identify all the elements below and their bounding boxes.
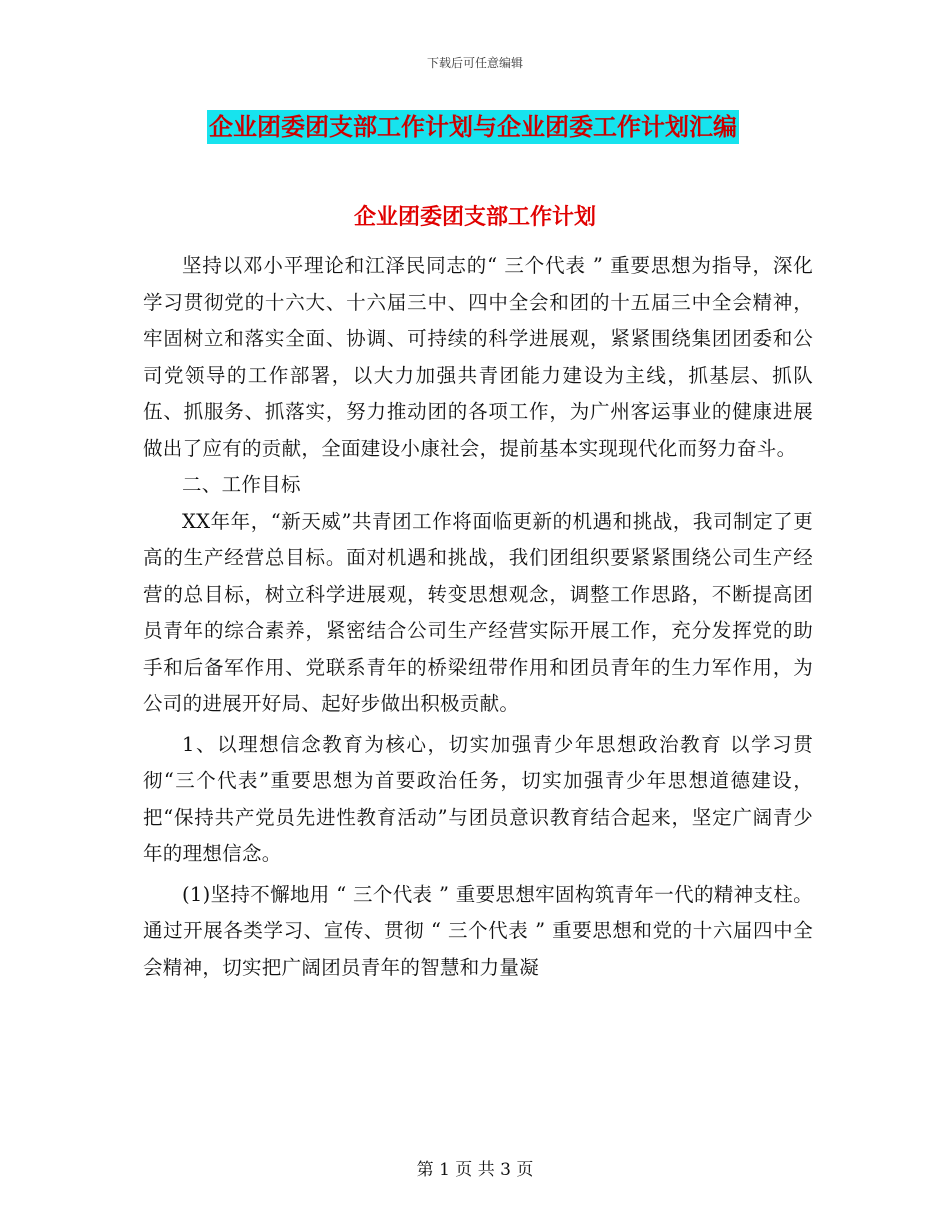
header-note: 下载后可任意编辑 (426, 56, 523, 70)
heading-work-goals: 二、工作目标 (182, 473, 301, 496)
section-title: 企业团委团支部工作计划 (353, 204, 596, 230)
paragraph-item-1: 1、以理想信念教育为核心，切实加强青少年思想政治教育 以学习贯彻“三个代表”重要思想为首要政治任务，切实加强青少年思想道德建设，把“保持共产党员先进性教育活动”与团员意识教育结合起来，坚定广阔青少年的理想信念。 (143, 732, 813, 865)
page-footer: 第 1 页 共 3 页 (416, 1160, 534, 1180)
paragraph-work-goals: XX年年，“新天威”共青团工作将面临更新的机遇和挑战，我司制定了更高的生产经营总目标。面对机遇和挑战，我们团组织要紧紧围绕公司生产经营的总目标，树立科学进展观，转变思想观念，调整工作思路，不断提高团员青年的综合素养，紧密结合公司生产经营实际开展工作，充分发挥党的助手和后备军作用、党联系青年的桥梁纽带作用和团员青年的生力军作用，为公司的进展开好局、起好步做出积极贡献。 (143, 509, 813, 715)
document-body (143, 248, 813, 986)
paragraph-subitem-1: (1)坚持不懈地用 “ 三个代表 ” 重要思想牢固构筑青年一代的精神支柱。通过开展各类学习、宣传、贯彻 “ 三个代表 ” 重要思想和党的十六届四中全会精神，切实把广阔团员青年的智慧和力量凝 (143, 882, 813, 979)
document-main-title: 企业团委团支部工作计划与企业团委工作计划汇编 (207, 110, 739, 144)
paragraph-guiding-ideology: 坚持以邓小平理论和江泽民同志的“ 三个代表 ” 重要思想为指导，深化学习贯彻党的十六大、十六届三中、四中全会和团的十五届三中全会精神，牢固树立和落实全面、协调、可持续的科学进展观，紧紧围绕集团团委和公司党领导的工作部署，以大力加强共青团能力建设为主线，抓基层、抓队伍、抓服务、抓落实，努力推动团的各项工作，为广州客运事业的健康进展做出了应有的贡献，全面建设小康社会，提前基本实现现代化而努力奋斗。 (143, 254, 813, 460)
